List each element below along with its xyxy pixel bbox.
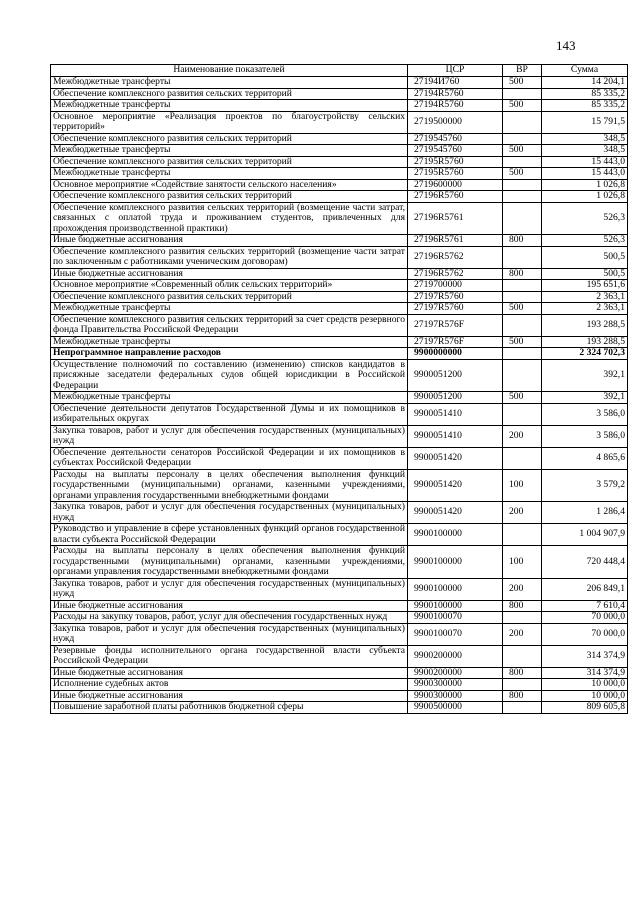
row-vr: 200	[503, 502, 542, 524]
table-row	[51, 133, 628, 145]
table-row	[51, 392, 628, 404]
row-sum: 15 443,0	[542, 156, 628, 168]
row-sum: 195 651,6	[542, 280, 628, 292]
row-sum: 3 586,0	[542, 403, 628, 425]
row-name: Обеспечение комплексного развития сельских территорий (возмещение части затрат по заключенным с работниками ученическим договорам)	[51, 246, 408, 268]
row-csr: 2719700000	[408, 280, 503, 292]
row-name: Межбюджетные трансферты	[51, 392, 408, 404]
row-vr	[503, 447, 542, 469]
table-row	[51, 179, 628, 191]
table-row	[51, 100, 628, 112]
row-csr: 9900051420	[408, 502, 503, 524]
row-csr: 9900200000	[408, 645, 503, 667]
row-vr	[503, 645, 542, 667]
row-csr: 27196R5761	[408, 235, 503, 247]
row-csr: 27197R5760	[408, 303, 503, 315]
page-number: 143	[556, 38, 576, 53]
row-name: Закупка товаров, работ и услуг для обеспечения государственных (муниципальных) нужд	[51, 623, 408, 645]
row-sum: 526,3	[542, 202, 628, 235]
row-name: Межбюджетные трансферты	[51, 336, 408, 348]
row-csr: 9900500000	[408, 702, 503, 714]
row-name: Иные бюджетные ассигнования	[51, 600, 408, 612]
row-csr: 9900100070	[408, 612, 503, 624]
table-row	[51, 77, 628, 89]
table-row	[51, 702, 628, 714]
table-row	[51, 667, 628, 679]
row-csr: 27197R576F	[408, 336, 503, 348]
header-sum: Сумма	[542, 65, 628, 77]
row-csr: 2719500000	[408, 111, 503, 133]
row-name: Закупка товаров, работ и услуг для обеспечения государственных (муниципальных) нужд	[51, 578, 408, 600]
row-vr: 500	[503, 100, 542, 112]
row-csr: 27196R5761	[408, 202, 503, 235]
row-csr: 9900000000	[408, 348, 503, 360]
table-row	[51, 268, 628, 280]
table-row	[51, 645, 628, 667]
row-name: Обеспечение комплексного развития сельских территорий за счет средств резервного фонда Правительства Российской Федерации	[51, 314, 408, 336]
row-name: Межбюджетные трансферты	[51, 145, 408, 157]
row-name: Руководство и управление в сфере установленных функций органов государственной власти субъекта Российской Федерации	[51, 524, 408, 546]
row-sum: 14 204,1	[542, 77, 628, 89]
table-row	[51, 145, 628, 157]
row-csr: 27194R5760	[408, 88, 503, 100]
table-row	[51, 191, 628, 203]
row-sum: 720 448,4	[542, 546, 628, 579]
row-sum: 314 374,9	[542, 645, 628, 667]
budget-table	[50, 64, 628, 714]
table-row	[51, 578, 628, 600]
table-row	[51, 469, 628, 502]
row-csr: 27194R5760	[408, 100, 503, 112]
table-row	[51, 403, 628, 425]
row-csr: 27197R576F	[408, 314, 503, 336]
row-vr: 100	[503, 469, 542, 502]
row-vr	[503, 88, 542, 100]
table-row	[51, 168, 628, 180]
row-vr: 800	[503, 600, 542, 612]
row-sum: 15 791,5	[542, 111, 628, 133]
row-name: Обеспечение деятельности депутатов Государственной Думы и их помощников в избирательных округах	[51, 403, 408, 425]
table-row	[51, 303, 628, 315]
row-csr: 9900100000	[408, 546, 503, 579]
row-csr: 9900051200	[408, 392, 503, 404]
row-sum: 85 335,2	[542, 88, 628, 100]
row-vr	[503, 291, 542, 303]
row-name: Межбюджетные трансферты	[51, 168, 408, 180]
row-sum: 314 374,9	[542, 667, 628, 679]
table-row	[51, 447, 628, 469]
row-csr: 27196R5762	[408, 268, 503, 280]
table-row	[51, 202, 628, 235]
row-sum: 1 004 907,9	[542, 524, 628, 546]
row-name: Исполнение судебных актов	[51, 679, 408, 691]
row-vr: 500	[503, 145, 542, 157]
row-name: Резервные фонды исполнительного органа государственной власти субъекта Российской Федерации	[51, 645, 408, 667]
row-sum: 1 026,8	[542, 191, 628, 203]
row-csr: 9900300000	[408, 679, 503, 691]
table-row	[51, 314, 628, 336]
table-row	[51, 336, 628, 348]
row-vr	[503, 280, 542, 292]
row-vr	[503, 359, 542, 392]
row-vr: 800	[503, 690, 542, 702]
row-vr	[503, 133, 542, 145]
row-vr	[503, 202, 542, 235]
table-row	[51, 546, 628, 579]
table-row	[51, 88, 628, 100]
table-row	[51, 280, 628, 292]
row-sum: 1 026,8	[542, 179, 628, 191]
table-row	[51, 246, 628, 268]
row-name: Межбюджетные трансферты	[51, 77, 408, 89]
row-csr: 9900200000	[408, 667, 503, 679]
row-sum: 500,5	[542, 246, 628, 268]
row-csr: 9900051410	[408, 403, 503, 425]
row-csr: 2719600000	[408, 179, 503, 191]
row-csr: 27197R5760	[408, 291, 503, 303]
row-sum: 392,1	[542, 359, 628, 392]
table-row	[51, 600, 628, 612]
row-csr: 9900300000	[408, 690, 503, 702]
row-vr	[503, 156, 542, 168]
row-csr: 9900100000	[408, 578, 503, 600]
table-row	[51, 623, 628, 645]
header-vr: ВР	[503, 65, 542, 77]
row-vr	[503, 111, 542, 133]
table-row	[51, 502, 628, 524]
row-sum: 193 288,5	[542, 314, 628, 336]
row-csr: 27194И760	[408, 77, 503, 89]
row-vr: 800	[503, 667, 542, 679]
row-sum: 3 579,2	[542, 469, 628, 502]
row-name: Закупка товаров, работ и услуг для обеспечения государственных (муниципальных) нужд	[51, 502, 408, 524]
row-csr: 9900051420	[408, 469, 503, 502]
row-name: Обеспечение комплексного развития сельских территорий (возмещение части затрат, связанных с оплатой труда и проживанием студентов, привлеченных для прохождения производственной практики)	[51, 202, 408, 235]
row-name: Иные бюджетные ассигнования	[51, 235, 408, 247]
row-name: Межбюджетные трансферты	[51, 303, 408, 315]
row-name: Расходы на закупку товаров, работ, услуг для обеспечения государственных нужд	[51, 612, 408, 624]
row-csr: 27196R5762	[408, 246, 503, 268]
row-sum: 70 000,0	[542, 623, 628, 645]
row-name: Расходы на выплаты персоналу в целях обеспечения выполнения функций государственными (муниципальными) органами, казенными учреждениями, органами управления государственными внебюджетными фондами	[51, 469, 408, 502]
row-sum: 85 335,2	[542, 100, 628, 112]
row-name: Обеспечение комплексного развития сельских территорий	[51, 191, 408, 203]
row-vr: 500	[503, 168, 542, 180]
row-vr	[503, 348, 542, 360]
table-row	[51, 235, 628, 247]
row-csr: 27195R5760	[408, 156, 503, 168]
row-sum: 206 849,1	[542, 578, 628, 600]
table-row	[51, 612, 628, 624]
row-sum: 3 586,0	[542, 425, 628, 447]
row-vr	[503, 702, 542, 714]
table-header-row	[51, 65, 628, 77]
row-name: Основное мероприятие «Содействие занятости сельского населения»	[51, 179, 408, 191]
row-vr: 100	[503, 546, 542, 579]
row-csr: 9900051200	[408, 359, 503, 392]
row-sum: 193 288,5	[542, 336, 628, 348]
row-name: Повышение заработной платы работников бюджетной сферы	[51, 702, 408, 714]
table-body	[51, 77, 628, 714]
row-name: Обеспечение комплексного развития сельских территорий	[51, 133, 408, 145]
row-vr	[503, 314, 542, 336]
row-vr: 500	[503, 77, 542, 89]
row-csr: 2719545760	[408, 133, 503, 145]
table-row	[51, 348, 628, 360]
row-sum: 15 443,0	[542, 168, 628, 180]
row-vr: 500	[503, 392, 542, 404]
table-row	[51, 425, 628, 447]
row-sum: 348,5	[542, 133, 628, 145]
table-row	[51, 524, 628, 546]
row-name: Межбюджетные трансферты	[51, 100, 408, 112]
row-name: Обеспечение комплексного развития сельских территорий	[51, 88, 408, 100]
row-csr: 9900051420	[408, 447, 503, 469]
row-name: Иные бюджетные ассигнования	[51, 690, 408, 702]
row-sum: 7 610,4	[542, 600, 628, 612]
table-row	[51, 156, 628, 168]
row-name: Закупка товаров, работ и услуг для обеспечения государственных (муниципальных) нужд	[51, 425, 408, 447]
table-row	[51, 679, 628, 691]
row-sum: 392,1	[542, 392, 628, 404]
row-vr: 500	[503, 336, 542, 348]
row-name: Расходы на выплаты персоналу в целях обеспечения выполнения функций государственными (муниципальными) органами, казенными учреждениями, органами управления государственными внебюджетными фондами	[51, 546, 408, 579]
row-sum: 10 000,0	[542, 690, 628, 702]
row-name: Осуществление полномочий по составлению (изменению) списков кандидатов в присяжные заседатели федеральных судов общей юрисдикции в Российской Федерации	[51, 359, 408, 392]
row-sum: 2 363,1	[542, 303, 628, 315]
header-name: Наименование показателей	[51, 65, 408, 77]
row-csr: 27195R5760	[408, 168, 503, 180]
row-vr: 200	[503, 578, 542, 600]
row-vr	[503, 179, 542, 191]
row-vr: 200	[503, 425, 542, 447]
row-csr: 9900051410	[408, 425, 503, 447]
row-csr: 2719545760	[408, 145, 503, 157]
row-sum: 809 605,8	[542, 702, 628, 714]
row-csr: 9900100000	[408, 600, 503, 612]
row-vr	[503, 191, 542, 203]
row-vr: 200	[503, 623, 542, 645]
row-name: Обеспечение деятельности сенаторов Российской Федерации и их помощников в субъектах Российской Федерации	[51, 447, 408, 469]
table-row	[51, 359, 628, 392]
row-sum: 500,5	[542, 268, 628, 280]
row-vr	[503, 679, 542, 691]
row-name: Иные бюджетные ассигнования	[51, 667, 408, 679]
row-name: Обеспечение комплексного развития сельских территорий	[51, 291, 408, 303]
row-name: Основное мероприятие «Современный облик сельских территорий»	[51, 280, 408, 292]
row-name: Непрограммное направление расходов	[51, 348, 408, 360]
row-vr	[503, 246, 542, 268]
row-sum: 4 865,6	[542, 447, 628, 469]
row-vr: 500	[503, 303, 542, 315]
row-vr	[503, 612, 542, 624]
row-vr: 800	[503, 268, 542, 280]
row-vr	[503, 403, 542, 425]
row-sum: 70 000,0	[542, 612, 628, 624]
row-sum: 2 324 702,3	[542, 348, 628, 360]
row-vr	[503, 524, 542, 546]
header-csr: ЦСР	[408, 65, 503, 77]
row-sum: 2 363,1	[542, 291, 628, 303]
row-csr: 27196R5760	[408, 191, 503, 203]
row-sum: 10 000,0	[542, 679, 628, 691]
row-csr: 9900100070	[408, 623, 503, 645]
row-name: Основное мероприятие «Реализация проектов по благоустройству сельских территорий»	[51, 111, 408, 133]
table-row	[51, 291, 628, 303]
row-sum: 348,5	[542, 145, 628, 157]
row-sum: 526,3	[542, 235, 628, 247]
row-vr: 800	[503, 235, 542, 247]
row-name: Иные бюджетные ассигнования	[51, 268, 408, 280]
table-row	[51, 111, 628, 133]
table-row	[51, 690, 628, 702]
row-name: Обеспечение комплексного развития сельских территорий	[51, 156, 408, 168]
row-csr: 9900100000	[408, 524, 503, 546]
row-sum: 1 286,4	[542, 502, 628, 524]
